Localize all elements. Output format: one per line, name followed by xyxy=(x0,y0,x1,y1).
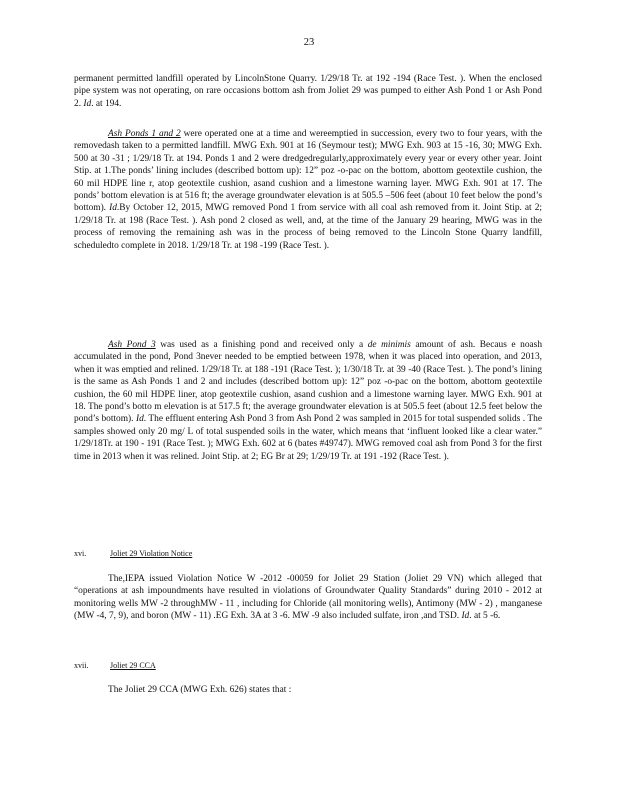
paragraph-cca xyxy=(74,684,542,696)
paragraph-ash-ponds-1-2 xyxy=(74,128,542,252)
de-minimis-term: de minimis xyxy=(367,340,411,350)
ash-ponds-1-2-text-b: .By October 12, 2015, MWG removed Pond 1 from service with all coal ash removed from it. Joint Stip. at 2; 1/29/18 Tr. at 198 (Race Test. ). Ash pond 2 closed as well, and, at the time of the January 29 hearing, MWG was in the process of removing the remaining ash was in the process of being removed to the Lincoln Stone Quarry landfill, scheduledto complete in 2018. 1/29/18 Tr. at 198 -199 (Race Test. ). xyxy=(74,203,543,251)
page-number: 23 xyxy=(303,37,315,48)
id-citation: Id xyxy=(109,203,117,214)
violation-notice-text: The,IEPA issued Violation Notice W -2012 -00059 for Joliet 29 Station (Joliet 29 VN) which alleged that “operations at ash impoundments have resulted in violations of Groundwater Quality Standards” during 2010 - 2012 at monitoring wells MW -2 throughMW - 11 , including for Chloride (all monitoring wells), Antimony (MW - 2) , manganese (MW -4, 7, 9), and boron (MW - 11) .EG Exh. 3A at 3 -6. MW -9 also included sulfate, iron ,and TSD. xyxy=(74,574,542,622)
paragraph-ash-pond-3 xyxy=(74,339,542,463)
intro-text: permanent permitted landfill operated by LincolnStone Quarry. 1/29/18 Tr. at 192 -194 (Race Test. ). When the enclosed pipe system was not operating, on rare occasions bottom ash from Joliet 29 was pumped to either Ash Pond 1 or Ash Pond 2. xyxy=(74,74,542,109)
id-citation: Id xyxy=(135,414,144,425)
ash-pond-3-text-c: . The effluent entering Ash Pond 3 from Ash Pond 2 was sampled in 2015 for total suspended solids . The samples showed only 20 mg/ L of total suspended soils in the water, which means that ‘influent looked like a clear water.” 1/29/18Tr. at 190 - 191 (Race Test. ); MWG Exh. 602 at 6 (bates #49747). MWG removed coal ash from Pond 3 for the first time in 2013 when it was relined. Joint Stip. at 2; EG Br at 29; 1/29/19 Tr. at 191 -192 (Race Test. ). xyxy=(74,414,542,462)
paragraph-intro xyxy=(74,73,542,110)
ash-pond-3-title: Ash Pond 3 xyxy=(108,340,156,350)
intro-end: . at 194. xyxy=(91,98,122,109)
cca-text: The Joliet 29 CCA (MWG Exh. 626) states that : xyxy=(108,685,292,695)
ash-ponds-1-2-title: Ash Ponds 1 and 2 xyxy=(108,129,181,139)
section-number: xvi. xyxy=(74,549,87,558)
section-heading-xvi xyxy=(74,549,192,559)
id-citation: Id xyxy=(83,98,92,109)
ash-ponds-1-2-text-a: were operated one at a time and wereemptied in succession, every two to four years, with the removedash taken to a permitted landfill. MWG Exh. 901 at 16 (Seymour test); MWG Exh. 903 at 15 -16, 30; MWG Exh. 500 at 30 -31 ; 1/29/18 Tr. at 194. Ponds 1 and 2 were dredgedregularly,approximately every year or every other year. Joint Stip. at 1.The ponds’ lining includes (described bottom up): 12” poz -o-pac on the bottom, abottom geotextile cushion, the 60 mil HDPE line r, atop geotextile cushion, asand cushion and a limestone warning layer. MWG Exh. 901 at 17. The ponds’ bottom elevation is at 516 ft; the average groundwater elevation is at 505.5 –506 feet (about 10 feet below the pond’s bottom). xyxy=(74,129,543,214)
section-title: Joliet 29 Violation Notice xyxy=(110,549,193,558)
violation-notice-end: . at 5 -6. xyxy=(469,611,501,622)
section-title: Joliet 29 CCA xyxy=(110,661,156,670)
paragraph-violation-notice xyxy=(74,573,542,623)
ash-pond-3-text-a: was used as a finishing pond and received only a xyxy=(160,340,364,350)
ash-pond-3-text-b: amount of ash. Becaus e noash accumulated in the pond, Pond 3never needed to be emptied between 1978, when it was placed into operation, and 2013, when it was emptied and relined. 1/29/18 Tr. at 188 -191 (Race Test. ); 1/30/18 Tr. at 39 -40 (Race Test. ). The pond’s lining is the same as Ash Ponds 1 and 2 and includes (described bottom up): 12” poz -o-pac on the bottom, abottom geotextile cushion, the 60 mil HDPE liner, atop geotextile cushion, asand cushion and a limestone warning layer. MWG Exh. 901 at 18. The pond’s botto m elevation is at 517.5 ft; the average groundwater elevation is at 505.5 feet (about 12.5 feet below the pond’s bottom). xyxy=(74,340,543,425)
section-number: xvii. xyxy=(74,661,89,670)
section-heading-xvii xyxy=(74,661,156,671)
id-citation: Id xyxy=(461,611,470,622)
